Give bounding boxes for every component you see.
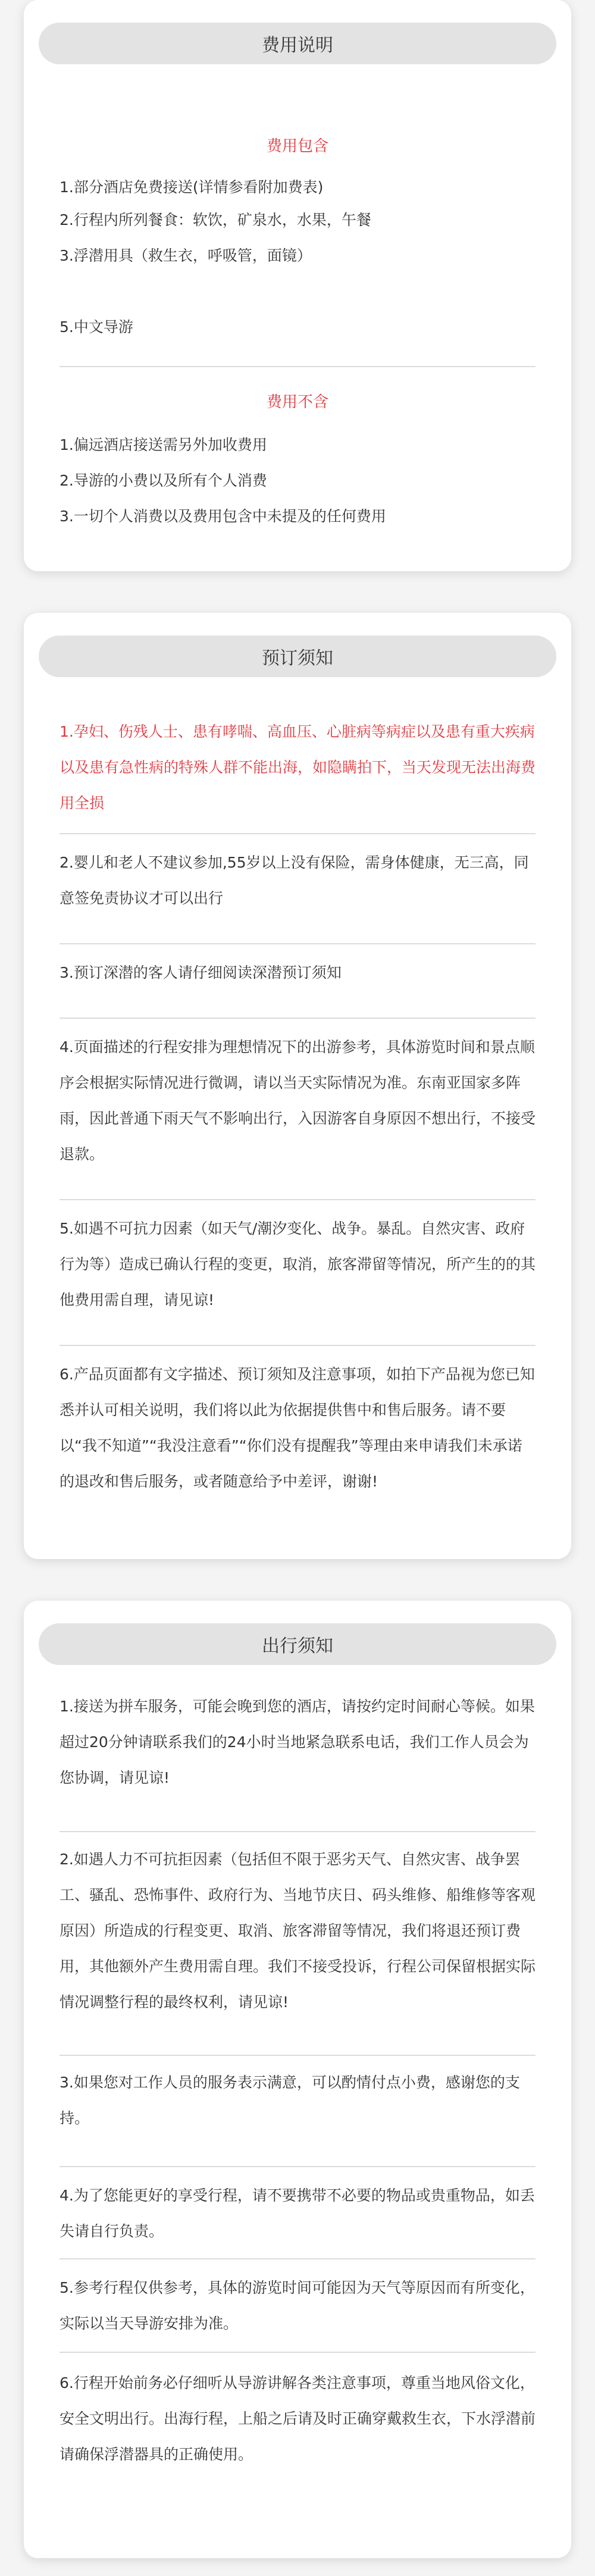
booking-notice-item: 3.预订深潜的客人请仔细阅读深潜预订须知 [60,964,342,981]
travel-notice-item: 1.接送为拼车服务，可能会晚到您的酒店，请按约定时间耐心等候。如果超过20分钟请联系我们的24小时当地紧急联系电话，我们工作人员会为您协调，请见谅! [60,1698,535,1786]
travel-notice-card [24,1601,571,2558]
fee-included-title: 费用包含 [266,137,328,155]
booking-notice-header: 预订须知 [39,636,556,677]
travel-notice-item: 6.行程开始前务必仔细听从导游讲解各类注意事项，尊重当地风俗文化，安全文明出行。出海行程，上船之后请及时正确穿戴救生衣，下水浮潜前请确保浮潜器具的正确使用。 [60,2374,536,2463]
booking-notice-item: 2.婴儿和老人不建议参加,55岁以上没有保险，需身体健康，无三高，同意签免责协议才可以出行 [60,854,529,907]
booking-notice-item: 1.孕妇、伤残人士、患有哮喘、高血压、心脏病等病症以及患有重大疾病以及患有急性病的特殊人群不能出海，如隐瞒拍下，当天发现无法出海费用全损 [60,723,536,812]
travel-notice-item: 2.如遇人力不可抗拒因素（包括但不限于恶劣天气、自然灾害、战争罢工、骚乱、恐怖事件、政府行为、当地节庆日、码头维修、船维修等客观原因）所造成的行程变更、取消、旅客滞留等情况，我们将退还预订费用，其他额外产生费用需自理。我们不接受投诉，行程公司保留根据实际情况调整行程的最终权利，请见谅! [60,1851,536,2011]
travel-notice-divider [60,2055,536,2056]
booking-notice-item: 5.如遇不可抗力因素（如天气/潮汐变化、战争。暴乱。自然灾害、政府行为等）造成已确认行程的变更，取消，旅客滞留等情况，所产生的的其他费用需自理，请见谅! [60,1220,536,1309]
travel-notice-divider [60,2258,536,2259]
booking-notice-item: 4.页面描述的行程安排为理想情况下的出游参考，具体游览时间和景点顺序会根据实际情况进行微调，请以当天实际情况为准。东南亚国家多阵雨，因此普通下雨天气不影响出行，入因游客自身原因不想出行，不接受退款。 [60,1038,536,1163]
booking-notice-divider [60,1018,536,1019]
fee-included-item: 1.部分酒店免费接送(详情参看附加费表) [60,179,324,196]
fee-description-card [24,0,571,571]
fee-included-item: 3.浮潜用具（救生衣，呼吸管，面镜） [60,247,312,264]
booking-notice-divider [60,833,536,834]
fee-description-header: 费用说明 [39,23,556,64]
travel-notice-item: 4.为了您能更好的享受行程，请不要携带不必要的物品或贵重物品，如丢失请自行负责。 [60,2187,535,2240]
travel-notice-divider [60,2352,536,2353]
travel-notice-divider [60,1831,536,1832]
travel-notice-divider [60,2166,536,2167]
booking-notice-card [24,613,571,1559]
booking-notice-divider [60,943,536,944]
travel-notice-item: 5.参考行程仅供参考，具体的游览时间可能因为天气等原因而有所变化，实际以当天导游安排为准。 [60,2279,535,2332]
fee-excluded-item: 2.导游的小费以及所有个人消费 [60,472,267,489]
travel-notice-item: 3.如果您对工作人员的服务表示满意，可以酌情付点小费，感谢您的支持。 [60,2074,520,2127]
booking-notice-divider [60,1345,536,1346]
booking-notice-divider [60,1199,536,1200]
fee-excluded-title: 费用不含 [266,393,328,411]
fee-excluded-item: 3.一切个人消费以及费用包含中未提及的任何费用 [60,508,386,525]
fee-included-item: 5.中文导游 [60,318,133,336]
fee-included-item: 2.行程内所列餐食：软饮，矿泉水，水果，午餐 [60,211,371,229]
fee-excluded-item: 1.偏远酒店接送需另外加收费用 [60,436,267,453]
booking-notice-item: 6.产品页面都有文字描述、预订须知及注意事项，如拍下产品视为您已知悉并认可相关说明，我们将以此为依据提供售中和售后服务。请不要以“我不知道”“我没注意看”“你们没有提醒我”等理由来申请我们未承诺的退改和售后服务，或者随意给予中差评，谢谢! [60,1366,535,1490]
fee-section-divider [60,366,536,367]
travel-notice-header: 出行须知 [39,1623,556,1665]
